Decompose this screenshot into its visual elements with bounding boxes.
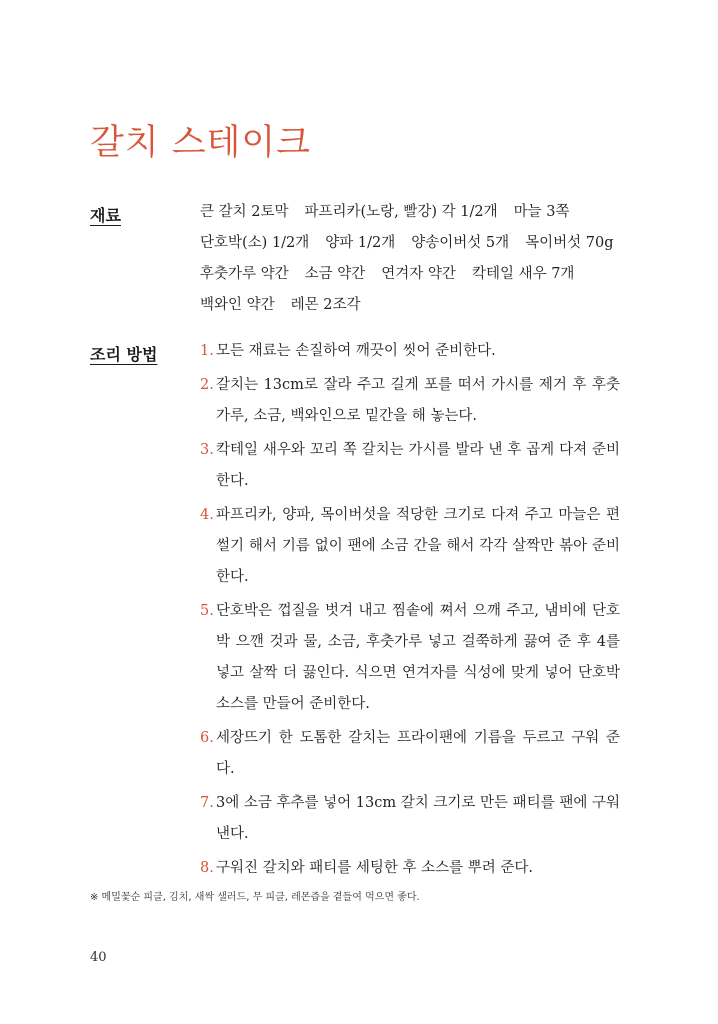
step-item: [200, 723, 620, 785]
steps-list: [200, 336, 620, 887]
page-number: 40: [90, 950, 107, 965]
step-number: 2.: [200, 377, 214, 393]
ingredient-line: [200, 228, 620, 259]
step-number: 4.: [200, 507, 214, 523]
ingredient: 레몬 2조각: [290, 297, 361, 313]
ingredient: 칵테일 새우 7개: [471, 266, 575, 282]
step-item: [200, 788, 620, 850]
ingredient-line: [200, 259, 620, 290]
step-item: [200, 596, 620, 720]
step-number: 6.: [200, 730, 214, 746]
step-item: [200, 435, 620, 497]
step-number: 5.: [200, 603, 214, 619]
step-item: [200, 370, 620, 432]
ingredient: 양파 1/2개: [325, 235, 396, 251]
step-text: 3에 소금 후추를 넣어 13cm 갈치 크기로 만든 패티를 팬에 구워 낸다.: [216, 795, 620, 842]
method-label: 조리 방법: [90, 345, 158, 364]
step-text: 모든 재료는 손질하여 깨끗이 씻어 준비한다.: [216, 343, 496, 359]
step-number: 1.: [200, 343, 214, 359]
step-text: 파프리카, 양파, 목이버섯을 적당한 크기로 다져 주고 마늘은 편썰기 해서 기름 없이 팬에 소금 간을 해서 각각 살짝만 볶아 준비한다.: [216, 507, 620, 585]
ingredient-line: [200, 290, 620, 321]
serving-note: ※ 메밀꽃순 피클, 김치, 새싹 샐러드, 무 피클, 레몬즙을 곁들여 먹으면 좋다.: [90, 892, 420, 903]
step-text: 갈치는 13cm로 잘라 주고 길게 포를 떠서 가시를 제거 후 후춧가루, 소금, 백와인으로 밑간을 해 놓는다.: [216, 377, 620, 424]
ingredients-list: [200, 197, 620, 321]
ingredient-line: [200, 197, 620, 228]
ingredients-label: 재료: [90, 206, 121, 225]
step-text: 구워진 갈치와 패티를 세팅한 후 소스를 뿌려 준다.: [216, 860, 534, 876]
ingredient: 소금 약간: [304, 266, 366, 282]
recipe-title: 갈치 스테이크: [90, 123, 311, 164]
ingredient: 큰 갈치 2토막: [200, 204, 289, 220]
step-number: 7.: [200, 795, 214, 811]
step-text: 칵테일 새우와 꼬리 쪽 갈치는 가시를 발라 낸 후 곱게 다져 준비한다.: [216, 442, 620, 489]
step-item: [200, 336, 620, 367]
ingredient: 후춧가루 약간: [200, 266, 289, 282]
ingredient: 목이버섯 70g: [525, 235, 614, 251]
ingredient: 단호박(소) 1/2개: [200, 235, 310, 251]
step-number: 8.: [200, 860, 214, 876]
ingredient: 연겨자 약간: [381, 266, 456, 282]
step-text: 세장뜨기 한 도톰한 갈치는 프라이팬에 기름을 두르고 구워 준다.: [216, 730, 620, 777]
step-text: 단호박은 껍질을 벗겨 내고 찜솥에 쪄서 으깨 주고, 냄비에 단호박 으깬 것과 물, 소금, 후춧가루 넣고 걸쭉하게 끓여 준 후 4를 넣고 살짝 더 끓인다. 식으면 연겨자를 식성에 맞게 넣어 단호박 소스를 만들어 준비한다.: [216, 603, 620, 712]
step-number: 3.: [200, 442, 214, 458]
ingredient: 파프리카(노랑, 빨강) 각 1/2개: [304, 204, 498, 220]
ingredient: 마늘 3쪽: [513, 204, 570, 220]
step-item: [200, 853, 620, 884]
step-item: [200, 500, 620, 593]
ingredient: 백와인 약간: [200, 297, 275, 313]
ingredient: 양송이버섯 5개: [411, 235, 510, 251]
